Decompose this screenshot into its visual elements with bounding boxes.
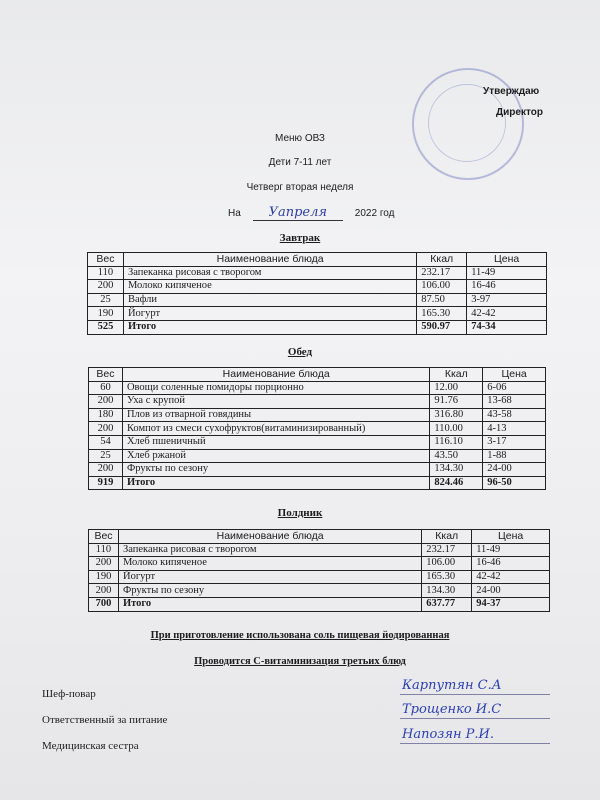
cell-kcal: 106.00 bbox=[417, 280, 467, 294]
cell-price: 74-34 bbox=[467, 320, 547, 334]
cell-weight: 25 bbox=[89, 449, 123, 463]
cell-kcal: 637.77 bbox=[422, 597, 472, 611]
table-row bbox=[89, 381, 546, 395]
cell-price: 96-50 bbox=[483, 476, 546, 490]
cell-price: 24-00 bbox=[483, 463, 546, 477]
col-kcal: Ккал bbox=[417, 253, 467, 267]
cell-price: 43-58 bbox=[483, 408, 546, 422]
cell-weight: 919 bbox=[89, 476, 123, 490]
cell-kcal: 165.30 bbox=[422, 570, 472, 584]
col-kcal: Ккал bbox=[430, 368, 483, 382]
cell-weight: 190 bbox=[89, 570, 119, 584]
col-kcal: Ккал bbox=[422, 530, 472, 544]
cell-kcal: 91.76 bbox=[430, 395, 483, 409]
cell-dish: Итого bbox=[123, 320, 416, 334]
cell-kcal: 134.30 bbox=[430, 463, 483, 477]
director-label: Директор bbox=[496, 107, 543, 118]
cell-dish: Овощи соленные помидоры порционно bbox=[122, 381, 429, 395]
age-group: Дети 7-11 лет bbox=[268, 157, 332, 168]
table-header-row bbox=[89, 530, 550, 544]
cell-dish: Компот из смеси сухофруктов(витаминизированный) bbox=[122, 422, 429, 436]
cell-weight: 200 bbox=[88, 280, 124, 294]
cell-weight: 110 bbox=[88, 266, 124, 280]
cell-weight: 200 bbox=[89, 584, 119, 598]
nutrition-signature-line bbox=[400, 718, 550, 719]
col-price: Цена bbox=[472, 530, 550, 544]
cell-kcal: 316.80 bbox=[430, 408, 483, 422]
chef-label: Шеф-повар bbox=[42, 688, 96, 700]
cell-dish: Запеканка рисовая с творогом bbox=[123, 266, 416, 280]
cell-price: 13-68 bbox=[483, 395, 546, 409]
cell-kcal: 116.10 bbox=[430, 435, 483, 449]
vitamin-note: Проводится С-витаминизация третьих блюд bbox=[194, 656, 406, 667]
nutrition-label: Ответственный за питание bbox=[42, 714, 168, 726]
cell-dish: Молоко кипяченое bbox=[123, 280, 416, 294]
cell-weight: 525 bbox=[88, 320, 124, 334]
date-suffix: 2022 год bbox=[354, 208, 395, 219]
cell-price: 94-37 bbox=[472, 597, 550, 611]
salt-note: При приготовление использована соль пищевая йодированная bbox=[150, 630, 450, 641]
cell-dish: Фрукты по сезону bbox=[118, 584, 421, 598]
chef-signature-line bbox=[400, 694, 550, 695]
cell-weight: 110 bbox=[89, 543, 119, 557]
lunch-title: Обед bbox=[287, 346, 313, 358]
table-row bbox=[88, 280, 547, 294]
cell-price: 16-46 bbox=[467, 280, 547, 294]
cell-weight: 180 bbox=[89, 408, 123, 422]
cell-price: 6-06 bbox=[483, 381, 546, 395]
lunch-table bbox=[88, 367, 546, 490]
cell-kcal: 43.50 bbox=[430, 449, 483, 463]
cell-kcal: 165.30 bbox=[417, 307, 467, 321]
cell-kcal: 590.97 bbox=[417, 320, 467, 334]
cell-dish: Плов из отварной говядины bbox=[122, 408, 429, 422]
breakfast-table bbox=[87, 252, 547, 335]
cell-price: 42-42 bbox=[467, 307, 547, 321]
cell-dish: Итого bbox=[118, 597, 421, 611]
date-handwritten: Уапреля bbox=[253, 205, 343, 221]
table-row bbox=[89, 449, 546, 463]
col-dish: Наименование блюда bbox=[123, 253, 416, 267]
approve-label: Утверждаю bbox=[483, 86, 540, 97]
cell-weight: 200 bbox=[89, 395, 123, 409]
cell-kcal: 12.00 bbox=[430, 381, 483, 395]
cell-price: 4-13 bbox=[483, 422, 546, 436]
nurse-label: Медицинская сестра bbox=[42, 740, 139, 752]
cell-dish: Йогурт bbox=[123, 307, 416, 321]
cell-weight: 190 bbox=[88, 307, 124, 321]
col-dish: Наименование блюда bbox=[118, 530, 421, 544]
snack-title: Полдник bbox=[277, 507, 323, 519]
nurse-signature: Напозян Р.И. bbox=[402, 727, 495, 742]
table-row bbox=[88, 307, 547, 321]
cell-kcal: 106.00 bbox=[422, 557, 472, 571]
day-of-week: Четверг вторая неделя bbox=[246, 182, 354, 193]
nurse-signature-line bbox=[400, 743, 550, 744]
cell-kcal: 232.17 bbox=[417, 266, 467, 280]
table-row bbox=[89, 408, 546, 422]
cell-dish: Йогурт bbox=[118, 570, 421, 584]
table-row bbox=[89, 435, 546, 449]
cell-kcal: 87.50 bbox=[417, 293, 467, 307]
cell-dish: Хлеб ржаной bbox=[122, 449, 429, 463]
cell-weight: 54 bbox=[89, 435, 123, 449]
cell-kcal: 232.17 bbox=[422, 543, 472, 557]
cell-price: 24-00 bbox=[472, 584, 550, 598]
col-weight: Вес bbox=[89, 530, 119, 544]
cell-dish: Итого bbox=[122, 476, 429, 490]
cell-weight: 200 bbox=[89, 422, 123, 436]
cell-price: 11-49 bbox=[472, 543, 550, 557]
cell-price: 16-46 bbox=[472, 557, 550, 571]
cell-weight: 200 bbox=[89, 463, 123, 477]
table-header-row bbox=[89, 368, 546, 382]
cell-kcal: 824.46 bbox=[430, 476, 483, 490]
col-weight: Вес bbox=[89, 368, 123, 382]
total-row bbox=[89, 597, 550, 611]
date-line bbox=[228, 205, 394, 221]
cell-dish: Молоко кипяченое bbox=[118, 557, 421, 571]
table-row bbox=[89, 463, 546, 477]
cell-dish: Хлеб пшеничный bbox=[122, 435, 429, 449]
cell-weight: 60 bbox=[89, 381, 123, 395]
table-row bbox=[89, 543, 550, 557]
cell-dish: Фрукты по сезону bbox=[122, 463, 429, 477]
cell-weight: 200 bbox=[89, 557, 119, 571]
col-price: Цена bbox=[483, 368, 546, 382]
col-weight: Вес bbox=[88, 253, 124, 267]
total-row bbox=[89, 476, 546, 490]
table-row bbox=[89, 584, 550, 598]
breakfast-title: Завтрак bbox=[279, 232, 321, 244]
cell-price: 3-17 bbox=[483, 435, 546, 449]
nutrition-signature: Трощенко И.С bbox=[402, 702, 502, 717]
date-prefix: На bbox=[228, 208, 241, 219]
cell-price: 11-49 bbox=[467, 266, 547, 280]
cell-weight: 25 bbox=[88, 293, 124, 307]
table-row bbox=[88, 293, 547, 307]
table-row bbox=[89, 422, 546, 436]
snack-table bbox=[88, 529, 550, 612]
cell-kcal: 110.00 bbox=[430, 422, 483, 436]
cell-dish: Вафли bbox=[123, 293, 416, 307]
col-dish: Наименование блюда bbox=[122, 368, 429, 382]
cell-kcal: 134.30 bbox=[422, 584, 472, 598]
table-header-row bbox=[88, 253, 547, 267]
table-row bbox=[89, 395, 546, 409]
cell-price: 1-88 bbox=[483, 449, 546, 463]
col-price: Цена bbox=[467, 253, 547, 267]
cell-dish: Уха с крупой bbox=[122, 395, 429, 409]
cell-price: 42-42 bbox=[472, 570, 550, 584]
table-row bbox=[89, 557, 550, 571]
total-row bbox=[88, 320, 547, 334]
table-row bbox=[88, 266, 547, 280]
cell-dish: Запеканка рисовая с творогом bbox=[118, 543, 421, 557]
cell-weight: 700 bbox=[89, 597, 119, 611]
table-row bbox=[89, 570, 550, 584]
document-title: Меню ОВЗ bbox=[275, 133, 325, 144]
cell-price: 3-97 bbox=[467, 293, 547, 307]
chef-signature: Карпутян С.А bbox=[402, 678, 502, 693]
